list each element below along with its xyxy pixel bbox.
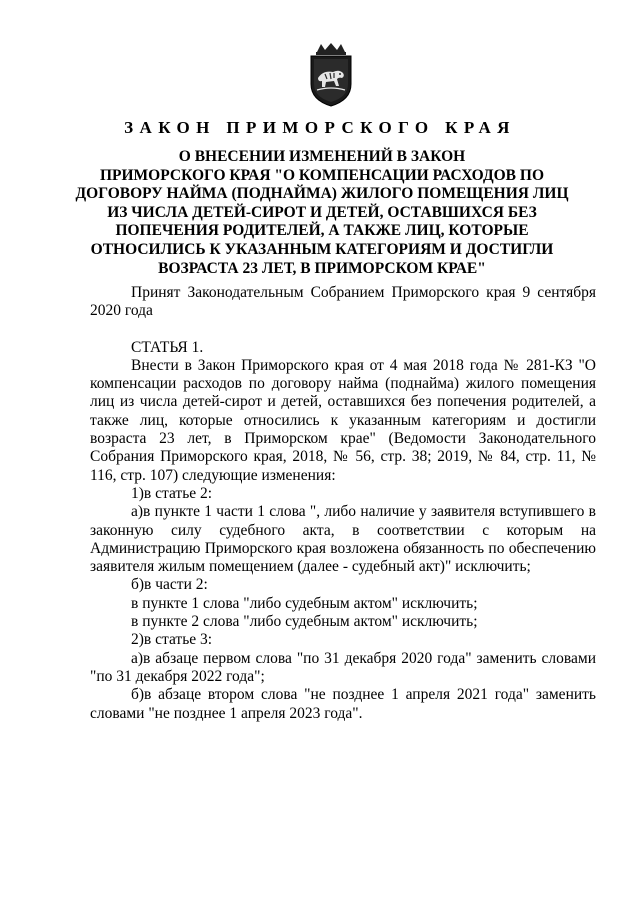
list-item: в пункте 2 слова "либо судебным актом" исключить; bbox=[131, 613, 478, 631]
subtitle-line: ПРИМОРСКОГО КРАЯ "О КОМПЕНСАЦИИ РАСХОДОВ ПО bbox=[99, 166, 545, 184]
coat-of-arms-emblem bbox=[303, 42, 359, 108]
article-heading: СТАТЬЯ 1. bbox=[131, 338, 204, 356]
list-item: а)в пункте 1 части 1 слова ", либо наличие у заявителя вступившего в законную силу судебного акта, в соответствии с которым на Администрацию Приморского края возложена обязанность по обеспечению заявителя жилым помещением (далее - судебный акт)" исключить; bbox=[90, 503, 596, 576]
subtitle-line: ВОЗРАСТА 23 ЛЕТ, В ПРИМОРСКОМ КРАЕ" bbox=[158, 259, 486, 277]
subtitle-line: О ВНЕСЕНИИ ИЗМЕНЕНИЙ В ЗАКОН bbox=[178, 148, 466, 165]
law-title: ЗАКОН ПРИМОРСКОГО КРАЯ bbox=[124, 118, 516, 137]
list-item: в пункте 1 слова "либо судебным актом" исключить; bbox=[131, 594, 478, 612]
list-item: 1)в статье 2: bbox=[131, 484, 213, 502]
subtitle-line: ОТНОСИЛИСЬ К УКАЗАННЫМ КАТЕГОРИЯМ И ДОСТИГЛИ bbox=[90, 240, 554, 258]
subtitle-line: ИЗ ЧИСЛА ДЕТЕЙ-СИРОТ И ДЕТЕЙ, ОСТАВШИХСЯ БЕЗ bbox=[107, 203, 537, 221]
list-item: 2)в статье 3: bbox=[131, 631, 213, 649]
list-item: б)в абзаце втором слова "не позднее 1 апреля 2021 года" заменить словами "не позднее 1 апреля 2023 года". bbox=[90, 686, 596, 722]
law-subtitle bbox=[60, 148, 584, 278]
subtitle-line: ДОГОВОРУ НАЙМА (ПОДНАЙМА) ЖИЛОГО ПОМЕЩЕНИЯ ЛИЦ bbox=[75, 185, 569, 203]
law-body bbox=[90, 284, 596, 723]
adoption-note: Принят Законодательным Собранием Приморского края 9 сентября 2020 года bbox=[90, 284, 596, 320]
list-item: а)в абзаце первом слова "по 31 декабря 2020 года" заменить словами "по 31 декабря 2022 года"; bbox=[90, 649, 596, 685]
subtitle-line: ПОПЕЧЕНИЯ РОДИТЕЛЕЙ, А ТАКЖЕ ЛИЦ, КОТОРЫЕ bbox=[115, 222, 529, 240]
list-item: б)в части 2: bbox=[131, 576, 208, 594]
article-intro: Внести в Закон Приморского края от 4 мая 2018 года № 281-КЗ "О компенсации расходов по договору найма (поднайма) жилого помещения лиц из числа детей-сирот и детей, оставшихся без попечения родителей, а также лиц, которые относились к указанным категориям и достигли возраста 23 лет, в Приморском крае" (Ведомости Законодательного Собрания Приморского края, 2018, № 56, стр. 38; 2019, № 84, стр. 11, № 116, стр. 107) следующие изменения: bbox=[90, 356, 596, 484]
